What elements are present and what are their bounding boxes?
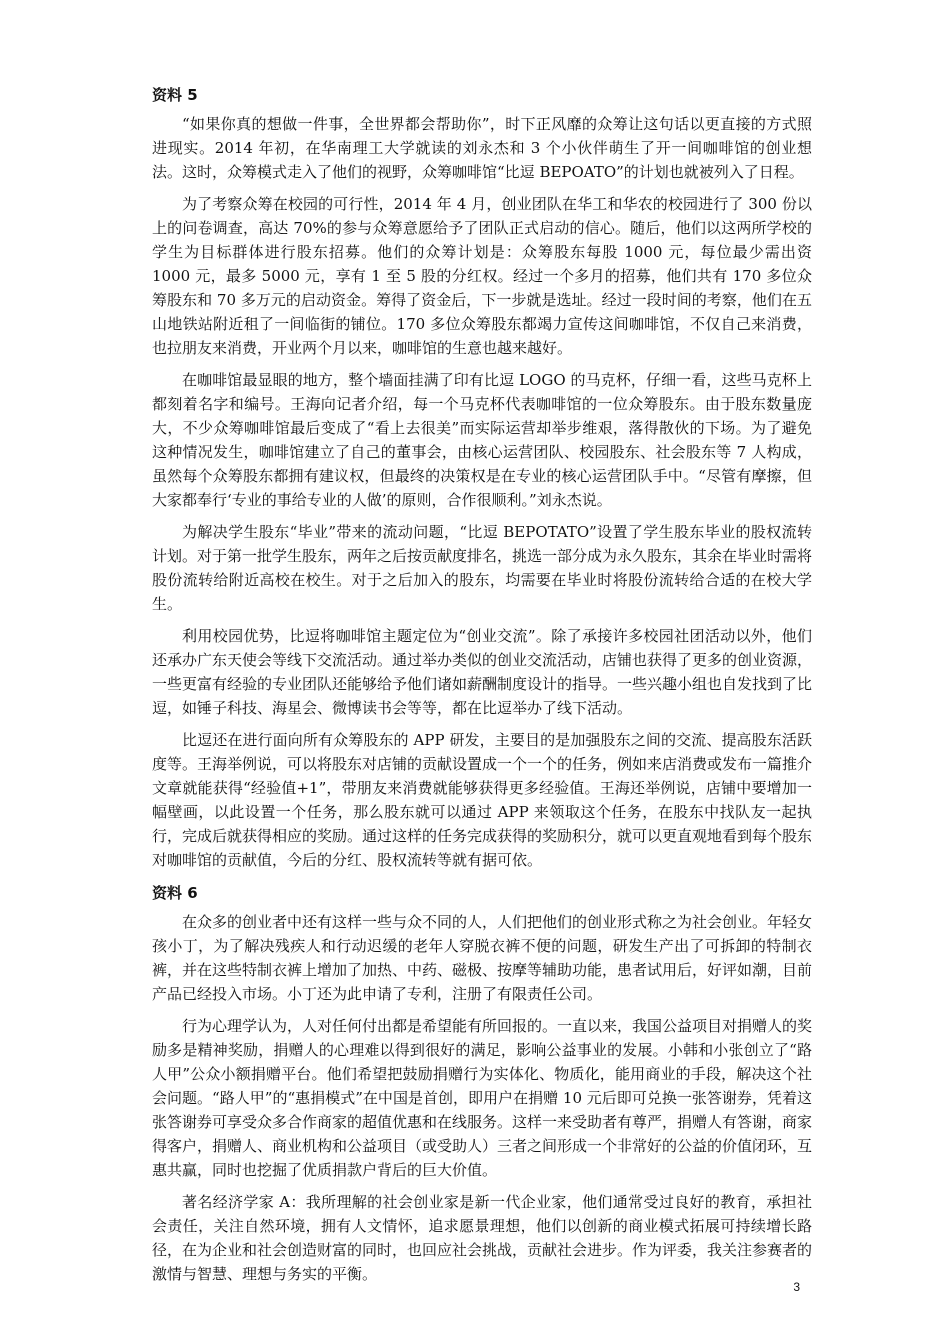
paragraph: 著名经济学家 A：我所理解的社会创业家是新一代企业家，他们通常受过良好的教育，承担社会责任，关注自然环境，拥有人文情怀，追求愿景理想，他们以创新的商业模式拓展可持续增长路径，在为企业和社会创造财富的同时，也回应社会挑战，贡献社会进步。作为评委，我关注参赛者的激情与智慧、理想与务实的平衡。	[152, 1193, 813, 1283]
paragraph: 行为心理学认为，人对任何付出都是希望能有所回报的。一直以来，我国公益项目对捐赠人的奖励多是精神奖励，捐赠人的心理难以得到很好的满足，影响公益事业的发展。小韩和小张创立了“路人甲”公众小额捐赠平台。他们希望把鼓励捐赠行为实体化、物质化，能用商业的手段，解决这个社会问题。“路人甲”的“惠捐模式”在中国是首创，即用户在捐赠 10 元后即可兑换一张答谢券，凭着这张答谢券可享受众多合作商家的超值优惠和在线服务。这样一来受助者有尊严，捐赠人有答谢，商家得客户，捐赠人、商业机构和公益项目（或受助人）三者之间形成一个非常好的公益的价值闭环，互惠共赢，同时也挖掘了优质捐款户背后的巨大价值。	[152, 1017, 813, 1179]
paragraph: “如果你真的想做一件事，全世界都会帮助你”，时下正风靡的众筹让这句话以更直接的方式照进现实。2014 年初，在华南理工大学就读的刘永杰和 3 个小伙伴萌生了开一间咖啡馆的创业想法。这时，众筹模式走入了他们的视野，众筹咖啡馆“比逗 BEPOATO”的计划也就被列入了日程。	[152, 115, 812, 181]
section-title: 资料 6	[152, 884, 198, 902]
page-number: 3	[793, 1280, 800, 1294]
section-material-6	[152, 880, 812, 1286]
paragraph: 在咖啡馆最显眼的地方，整个墙面挂满了印有比逗 LOGO 的马克杯，仔细一看，这些马克杯上都刻着名字和编号。王海向记者介绍，每一个马克杯代表咖啡馆的一位众筹股东。由于股东数量庞大，不少众筹咖啡馆最后变成了“看上去很美”而实际运营却举步维艰，落得散伙的下场。为了避免这种情况发生，咖啡馆建立了自己的董事会，由核心运营团队、校园股东、社会股东等 7 人构成，虽然每个众筹股东都拥有建议权，但最终的决策权是在专业的核心运营团队手中。“尽管有摩擦，但大家都奉行‘专业的事给专业的人做’的原则，合作很顺利。”刘永杰说。	[152, 371, 812, 509]
paragraph: 在众多的创业者中还有这样一些与众不同的人，人们把他们的创业形式称之为社会创业。年轻女孩小丁，为了解决残疾人和行动迟缓的老年人穿脱衣裤不便的问题，研发生产出了可拆卸的特制衣裤，并在这些特制衣裤上增加了加热、中药、磁极、按摩等辅助功能，患者试用后，好评如潮，目前产品已经投入市场。小丁还为此申请了专利，注册了有限责任公司。	[152, 913, 813, 1003]
section-material-5	[152, 82, 812, 872]
document-page	[152, 82, 812, 1294]
paragraph: 为解决学生股东“毕业”带来的流动问题，“比逗 BEPOTATO”设置了学生股东毕业的股权流转计划。对于第一批学生股东，两年之后按贡献度排名，挑选一部分成为永久股东，其余在毕业时需将股份流转给附近高校在校生。对于之后加入的股东，均需要在毕业时将股份流转给合适的在校大学生。	[152, 523, 813, 613]
paragraph: 利用校园优势，比逗将咖啡馆主题定位为“创业交流”。除了承接许多校园社团活动以外，他们还承办广东天使会等线下交流活动。通过举办类似的创业交流活动，店铺也获得了更多的创业资源，一些更富有经验的专业团队还能够给予他们诸如薪酬制度设计的指导。一些兴趣小组也自发找到了比逗，如锤子科技、海星会、微博读书会等等，都在比逗举办了线下活动。	[152, 627, 813, 717]
section-title: 资料 5	[152, 86, 198, 104]
paragraph: 为了考察众筹在校园的可行性，2014 年 4 月，创业团队在华工和华农的校园进行了 300 份以上的问卷调查，高达 70%的参与众筹意愿给予了团队正式启动的信心。随后，他们以这两所学校的学生为目标群体进行股东招募。他们的众筹计划是：众筹股东每股 1000 元，每位最少需出资 1000 元，最多 5000 元，享有 1 至 5 股的分红权。经过一个多月的招募，他们共有 170 多位众筹股东和 70 多万元的启动资金。筹得了资金后，下一步就是选址。经过一段时间的考察，他们在五山地铁站附近租了一间临街的铺位。170 多位众筹股东都竭力宣传这间咖啡馆，不仅自己来消费，也拉朋友来消费，开业两个月以来，咖啡馆的生意也越来越好。	[152, 195, 812, 357]
paragraph: 比逗还在进行面向所有众筹股东的 APP 研发，主要目的是加强股东之间的交流、提高股东活跃度等。王海举例说，可以将股东对店铺的贡献设置成一个一个的任务，例如来店消费或发布一篇推介文章就能获得“经验值+1”，带朋友来消费就能够获得更多经验值。王海还举例说，店铺中要增加一幅壁画，以此设置一个任务，那么股东就可以通过 APP 来领取这个任务，在股东中找队友一起执行，完成后就获得相应的奖励。通过这样的任务完成获得的奖励积分，就可以更直观地看到每个股东对咖啡馆的贡献值，今后的分红、股权流转等就有据可依。	[152, 731, 813, 869]
